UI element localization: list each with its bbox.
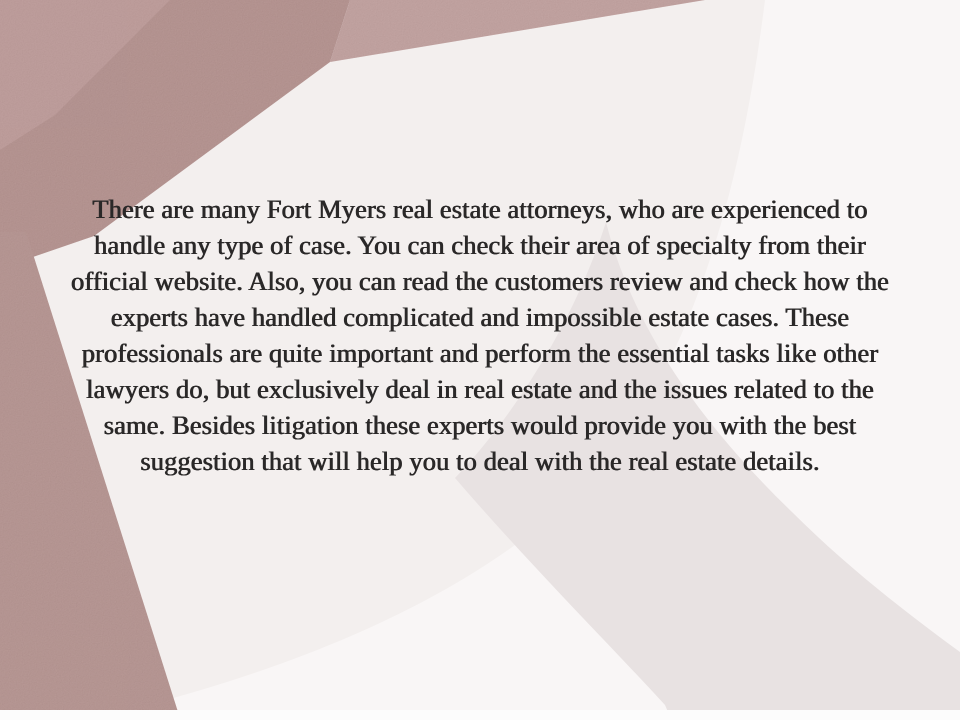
body-text-line-6: lawyers do, but exclusively deal in real estate and the issues related to the (86, 374, 874, 404)
body-text-line-3: official website. Also, you can read the customers review and check how the (71, 266, 889, 296)
body-text-line-2: handle any type of case. You can check their area of specialty from their (94, 230, 866, 260)
body-text-line-7: same. Besides litigation these experts would provide you with the best (103, 410, 857, 440)
body-text (0, 191, 960, 479)
body-text-line-4: experts have handled complicated and impossible estate cases. These (110, 302, 850, 332)
body-text-line-8: suggestion that will help you to deal with the real estate details. (140, 446, 820, 476)
body-text-line-5: professionals are quite important and perform the essential tasks like other (81, 338, 879, 368)
body-text-line-1: There are many Fort Myers real estate attorneys, who are experienced to (92, 194, 868, 224)
bottom-white-strip (0, 710, 960, 720)
